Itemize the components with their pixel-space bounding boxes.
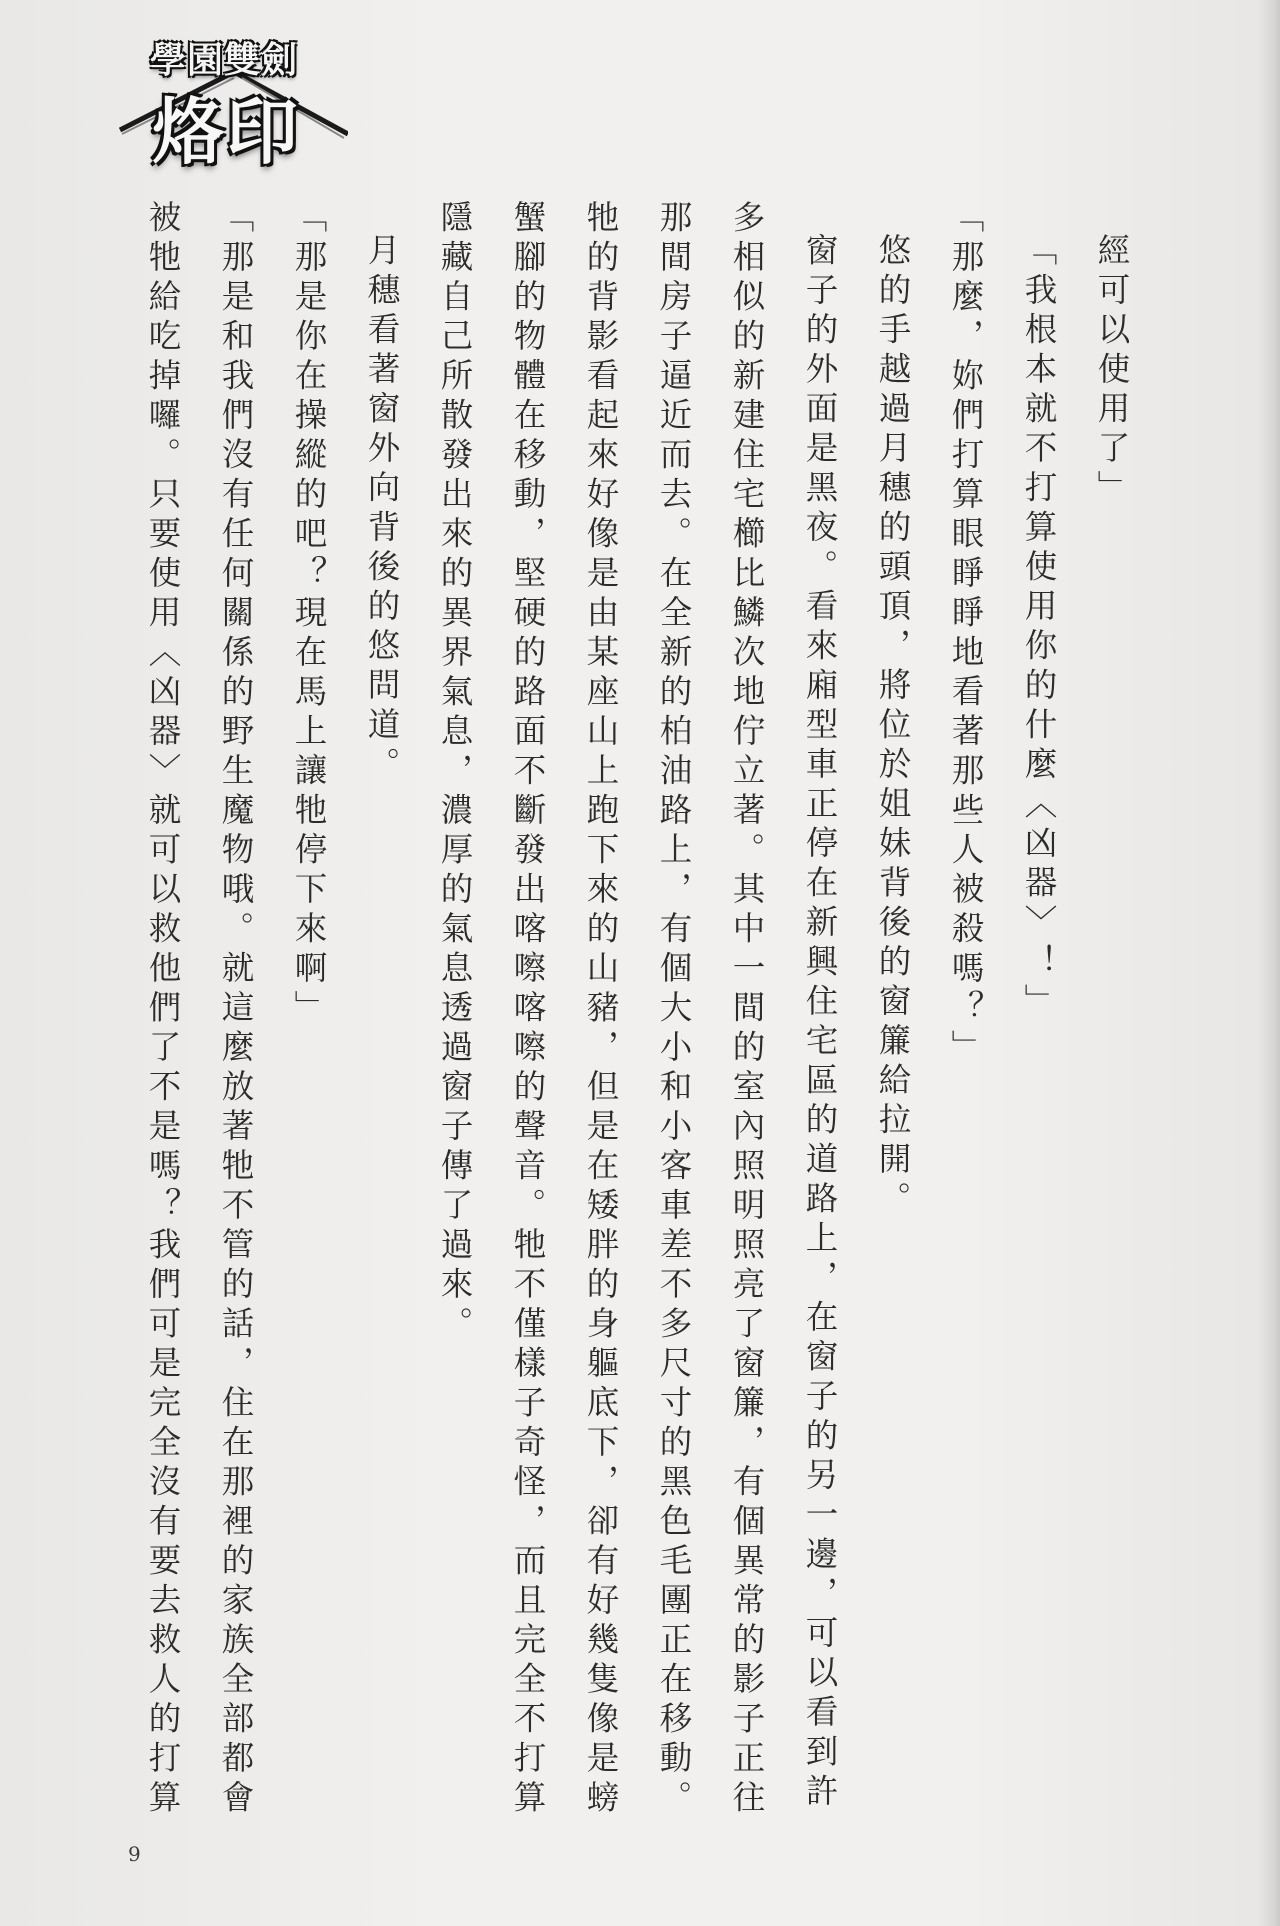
page-edge-shadow: [1258, 0, 1280, 1926]
paragraph: 「那是和我們沒有任何關係的野生魔物哦。就這麼放著牠不管的話，住在那裡的家族全部都會被牠給吃掉囉。只要使用〈凶器〉就可以救他們了不是嗎？我們可是完全沒有要去救人的打算: [144, 200, 255, 1820]
paragraph: 「那麼，妳們打算眼睜睜地看著那些人被殺嗎？」: [947, 200, 985, 1069]
paragraph: 經可以使用了」: [1093, 232, 1131, 509]
page-number: 9: [128, 1842, 141, 1866]
paragraph: 「那是你在操縱的吧？現在馬上讓牠停下來啊」: [290, 200, 328, 1030]
paragraph: 「我根本就不打算使用你的什麼〈凶器〉！」: [1020, 232, 1058, 1023]
logo-main-title: 烙印: [152, 89, 301, 174]
paragraph: 月穗看著窗外向背後的悠問道。: [363, 232, 401, 786]
logo-series-title: 學園雙劍: [150, 39, 299, 81]
series-logo: [118, 22, 348, 172]
vertical-body-text: [144, 200, 1148, 1820]
paragraph: 悠的手越過月穗的頭頂，將位於姐妹背後的窗簾給拉開。: [874, 232, 912, 1220]
paragraph: 窗子的外面是黑夜。看來廂型車正停在新興住宅區的道路上，在窗子的另一邊，可以看到許多相似的新建住宅櫛比鱗次地佇立著。其中一間的室內照明照亮了窗簾，有個異常的影子正往那間房子逼近而去。在全新的柏油路上，有個大小和小客車差不多尺寸的黑色毛團正在移動。牠的背影看起來好像是由某座山上跑下來的山豬，但是在矮胖的身軀底下，卻有好幾隻像是螃蟹腳的物體在移動，堅硬的路面不斷發出喀嚓喀嚓的聲音。牠不僅樣子奇怪，而且完全不打算隱藏自己所散發出來的異界氣息，濃厚的氣息透過窗子傳了過來。: [436, 200, 839, 1820]
